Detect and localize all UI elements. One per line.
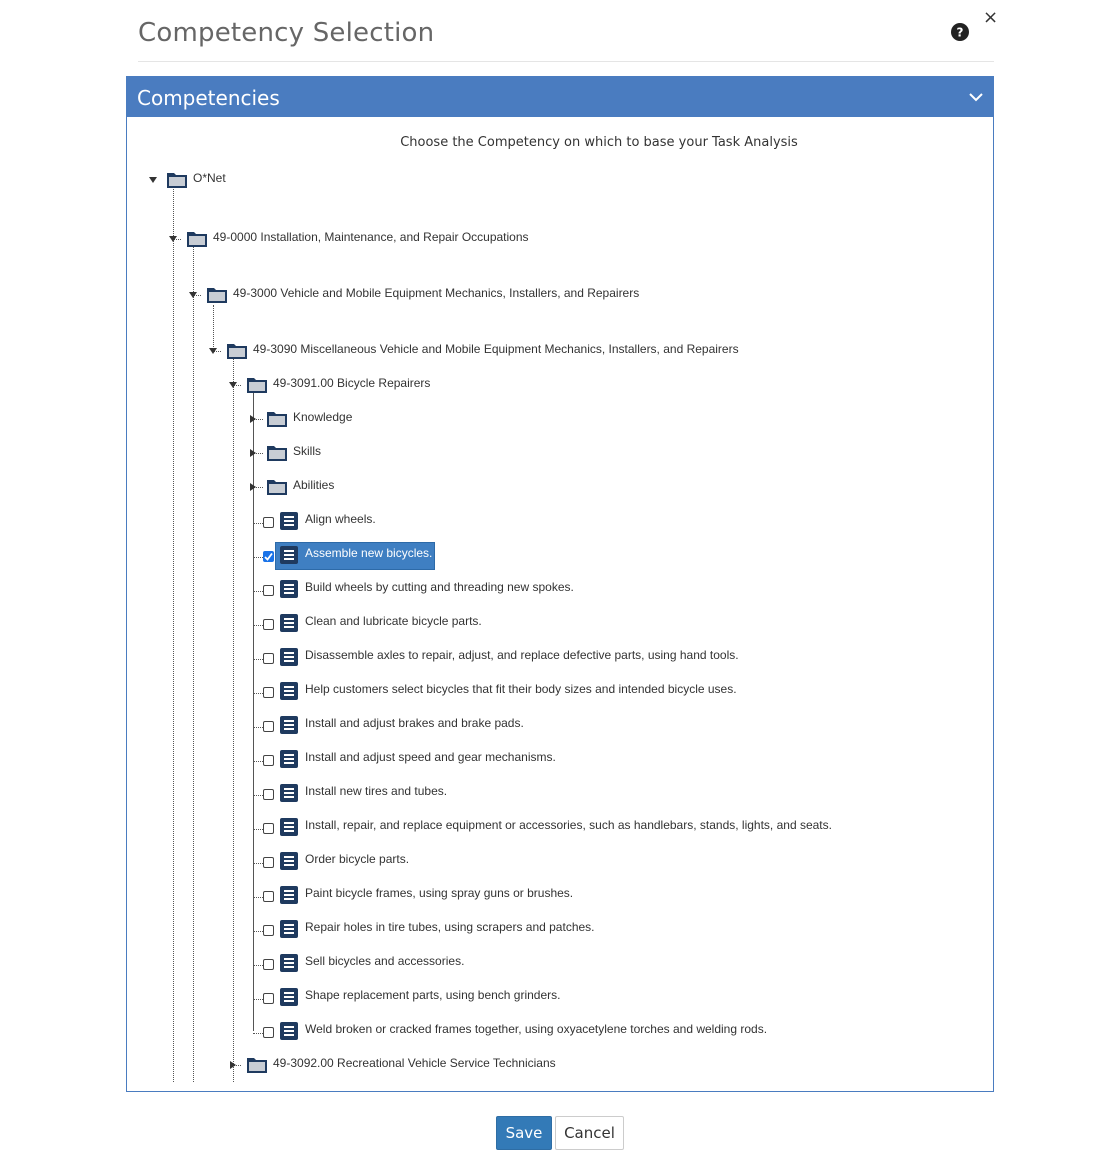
page-title: Competency Selection: [138, 18, 435, 48]
tree-connector: [253, 863, 263, 864]
tree-connector: [253, 727, 263, 728]
tree-connector: [253, 965, 263, 966]
task-label[interactable]: Install, repair, and replace equipment or accessories, such as handlebars, stands, lights, and seats.: [305, 818, 832, 832]
node-label: 49-3090 Miscellaneous Vehicle and Mobile Equipment Mechanics, Installers, and Repairers: [253, 342, 739, 356]
dialog-footer: [0, 1116, 1120, 1150]
competency-tree: [127, 77, 993, 1091]
task-checkbox[interactable]: [263, 755, 274, 766]
task-label[interactable]: Sell bicycles and accessories.: [305, 954, 465, 968]
document-list-icon: [280, 682, 298, 700]
document-list-icon: [280, 784, 298, 802]
task-label[interactable]: Install new tires and tubes.: [305, 784, 448, 798]
tree-connector: [253, 1033, 263, 1034]
task-checkbox[interactable]: [263, 959, 274, 970]
task-label[interactable]: Weld broken or cracked frames together, using oxyacetylene torches and welding rods.: [305, 1022, 768, 1036]
tree-connector: [253, 931, 263, 932]
tree-connector: [253, 659, 263, 660]
task-label[interactable]: Shape replacement parts, using bench grinders.: [305, 988, 561, 1002]
expand-toggle[interactable]: [249, 415, 257, 423]
folder-icon: [207, 286, 227, 303]
document-list-icon: [280, 750, 298, 768]
task-label-selected[interactable]: Assemble new bicycles.: [305, 546, 433, 560]
tree-connector: [253, 523, 263, 524]
document-list-icon: [280, 546, 298, 564]
competencies-panel: [126, 76, 994, 1092]
node-label: 49-0000 Installation, Maintenance, and Repair Occupations: [213, 230, 529, 244]
document-list-icon: [280, 614, 298, 632]
folder-icon: [267, 444, 287, 461]
folder-icon: [227, 342, 247, 359]
help-icon[interactable]: [951, 23, 969, 41]
document-list-icon: [280, 580, 298, 598]
tree-connector: [253, 693, 263, 694]
task-label[interactable]: Order bicycle parts.: [305, 852, 410, 866]
task-checkbox[interactable]: [263, 517, 274, 528]
folder-icon: [247, 376, 267, 393]
close-icon[interactable]: ×: [983, 7, 999, 28]
folder-icon: [247, 1056, 267, 1073]
tree-connector: [253, 897, 263, 898]
task-checkbox[interactable]: [263, 687, 274, 698]
document-list-icon: [280, 852, 298, 870]
task-label[interactable]: Align wheels.: [305, 512, 376, 526]
collapse-toggle[interactable]: [149, 176, 157, 184]
expand-toggle[interactable]: [249, 483, 257, 491]
folder-icon: [187, 230, 207, 247]
task-label[interactable]: Install and adjust brakes and brake pads.: [305, 716, 524, 730]
node-label: 49-3092.00 Recreational Vehicle Service Technicians: [273, 1056, 556, 1070]
collapse-toggle[interactable]: [209, 347, 217, 355]
document-list-icon: [280, 954, 298, 972]
folder-icon: [167, 171, 187, 188]
tree-connector: [253, 625, 263, 626]
task-checkbox[interactable]: [263, 789, 274, 800]
expand-toggle[interactable]: [229, 1061, 237, 1069]
expand-toggle[interactable]: [249, 449, 257, 457]
task-checkbox[interactable]: [263, 993, 274, 1004]
node-label: Skills: [293, 444, 322, 458]
tree-connector: [173, 189, 174, 1082]
document-list-icon: [280, 920, 298, 938]
tree-connector: [213, 305, 214, 351]
document-list-icon: [280, 1022, 298, 1040]
folder-icon: [267, 410, 287, 427]
task-label[interactable]: Repair holes in tire tubes, using scrapers and patches.: [305, 920, 595, 934]
task-label[interactable]: Build wheels by cutting and threading new spokes.: [305, 580, 574, 594]
task-checkbox[interactable]: [263, 619, 274, 630]
task-checkbox[interactable]: [263, 585, 274, 596]
task-checkbox[interactable]: [263, 857, 274, 868]
node-label: Abilities: [293, 478, 335, 492]
task-checkbox[interactable]: [263, 721, 274, 732]
document-list-icon: [280, 818, 298, 836]
tree-connector: [253, 557, 263, 558]
collapse-toggle[interactable]: [169, 235, 177, 243]
collapse-toggle[interactable]: [189, 291, 197, 299]
node-label: Knowledge: [293, 410, 353, 424]
document-list-icon: [280, 512, 298, 530]
header-divider: [138, 61, 994, 62]
panel-title: Competencies: [137, 86, 280, 110]
task-checkbox[interactable]: [263, 551, 274, 562]
tree-connector: [253, 761, 263, 762]
document-list-icon: [280, 886, 298, 904]
document-list-icon: [280, 988, 298, 1006]
node-label: 49-3000 Vehicle and Mobile Equipment Mechanics, Installers, and Repairers: [233, 286, 640, 300]
task-label[interactable]: Disassemble axles to repair, adjust, and replace defective parts, using hand tools.: [305, 648, 739, 662]
save-button[interactable]: Save: [496, 1116, 552, 1150]
task-label[interactable]: Paint bicycle frames, using spray guns or brushes.: [305, 886, 574, 900]
task-checkbox[interactable]: [263, 925, 274, 936]
task-label[interactable]: Help customers select bicycles that fit their body sizes and intended bicycle uses.: [305, 682, 737, 696]
task-checkbox[interactable]: [263, 1027, 274, 1038]
document-list-icon: [280, 716, 298, 734]
tree-connector: [193, 247, 194, 1082]
task-label[interactable]: Install and adjust speed and gear mechanisms.: [305, 750, 556, 764]
document-list-icon: [280, 648, 298, 666]
node-label: 49-3091.00 Bicycle Repairers: [273, 376, 431, 390]
task-checkbox[interactable]: [263, 823, 274, 834]
tree-connector: [253, 829, 263, 830]
tree-connector: [233, 359, 234, 1082]
task-label[interactable]: Clean and lubricate bicycle parts.: [305, 614, 482, 628]
collapse-toggle[interactable]: [229, 381, 237, 389]
cancel-button[interactable]: Cancel: [555, 1116, 624, 1150]
svg-text:?: ?: [956, 25, 964, 40]
node-label: O*Net: [193, 171, 226, 185]
tree-connector: [253, 999, 263, 1000]
tree-connector: [253, 591, 263, 592]
task-checkbox[interactable]: [263, 891, 274, 902]
tree-connector: [253, 795, 263, 796]
instruction-text: Choose the Competency on which to base your Task Analysis: [400, 135, 798, 150]
task-checkbox[interactable]: [263, 653, 274, 664]
folder-icon: [267, 478, 287, 495]
